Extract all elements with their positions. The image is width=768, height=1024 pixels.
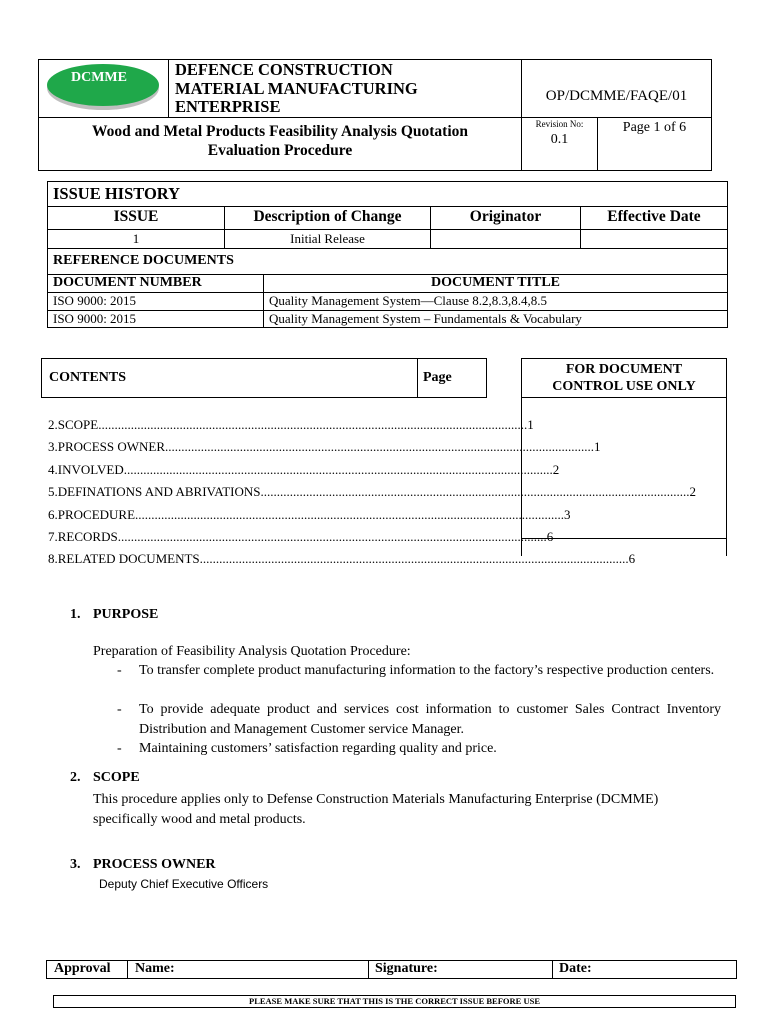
purpose-bullet-2: - To provide adequate product and services cost information to customer Sales Contract Inventory Distribution and Management Customer service Manager. [117, 702, 721, 737]
col-document-number: DOCUMENT NUMBER [53, 275, 202, 290]
purpose-bullet-1: - To transfer complete product manufacturing information to the factory’s respective production centers. [117, 663, 715, 678]
org-name-line2: MATERIAL MANUFACTURING [175, 78, 418, 98]
logo [44, 62, 162, 113]
ref-doc-number-1: ISO 9000: 2015 [53, 293, 137, 308]
doc-title-line2: Evaluation Procedure [207, 142, 353, 159]
section-scope-heading: 2. SCOPE [70, 770, 140, 785]
section-process-owner-heading: 3. PROCESS OWNER [70, 857, 216, 872]
issue-description: Initial Release [290, 231, 365, 246]
toc-item-scope[interactable]: 2. SCOPE.................................................................................................................................... 1 [48, 417, 534, 432]
org-name [175, 61, 418, 117]
toc-item-related-documents[interactable]: 8. RELATED DOCUMENTS.................................................................................................................................... 6 [48, 551, 636, 566]
page-info: Page 1 of 6 [622, 120, 687, 135]
revision-value: 0.1 [550, 132, 569, 147]
doc-control-title: FOR DOCUMENT CONTROL USE ONLY [552, 362, 696, 394]
org-name-line1: DEFENCE CONSTRUCTION [175, 60, 393, 79]
logo-text: DCMME [71, 70, 127, 85]
org-name-line3: ENTERPRISE [175, 97, 281, 116]
purpose-bullet-3: - Maintaining customers’ satisfaction regarding quality and price. [117, 741, 497, 756]
contents-page-label: Page [423, 370, 452, 385]
col-effective-date: Effective Date [607, 208, 701, 225]
toc-item-procedure[interactable]: 6. PROCEDURE.................................................................................................................................... 3 [48, 507, 571, 522]
name-label: Name: [135, 961, 175, 976]
purpose-intro: Preparation of Feasibility Analysis Quotation Procedure: [93, 644, 411, 659]
scope-text: This procedure applies only to Defense Construction Materials Manufacturing Enterprise (DCMME) specifically wood and metal products. [93, 792, 659, 827]
reference-documents-title: REFERENCE DOCUMENTS [53, 253, 234, 268]
col-issue: ISSUE [113, 208, 159, 225]
issue-history-title: ISSUE HISTORY [53, 184, 181, 203]
toc-item-definitions[interactable]: 5. DEFINATIONS AND ABRIVATIONS.................................................................................................................................... 2 [48, 484, 696, 499]
issue-notice: PLEASE MAKE SURE THAT THIS IS THE CORRECT ISSUE BEFORE USE [249, 996, 540, 1006]
ref-doc-number-2: ISO 9000: 2015 [53, 311, 137, 326]
doc-title [40, 122, 520, 160]
col-document-title: DOCUMENT TITLE [430, 275, 560, 290]
col-description: Description of Change [253, 208, 402, 225]
ref-doc-title-2: Quality Management System – Fundamentals & Vocabulary [269, 311, 582, 326]
doc-title-line1: Wood and Metal Products Feasibility Analysis Quotation [91, 123, 469, 140]
revision-label: Revision No: [535, 119, 584, 129]
toc-item-involved[interactable]: 4. INVOLVED.................................................................................................................................... 2 [48, 462, 560, 477]
section-purpose-heading: 1. PURPOSE [70, 607, 159, 622]
process-owner-text: Deputy Chief Executive Officers [99, 877, 269, 891]
signature-label: Signature: [375, 961, 438, 976]
toc-item-records[interactable]: 7. RECORDS.................................................................................................................................... 6 [48, 529, 554, 544]
contents-title: CONTENTS [49, 370, 127, 385]
date-label: Date: [559, 961, 592, 976]
issue-number: 1 [132, 231, 140, 246]
toc-item-process-owner[interactable]: 3. PROCESS OWNER.................................................................................................................................... 1 [48, 439, 601, 454]
col-originator: Originator [469, 208, 542, 225]
ref-doc-title-1: Quality Management System—Clause 8.2,8.3,8.4,8.5 [269, 293, 548, 308]
approval-label: Approval [54, 961, 111, 976]
doc-code: OP/DCMME/FAQE/01 [545, 88, 688, 104]
